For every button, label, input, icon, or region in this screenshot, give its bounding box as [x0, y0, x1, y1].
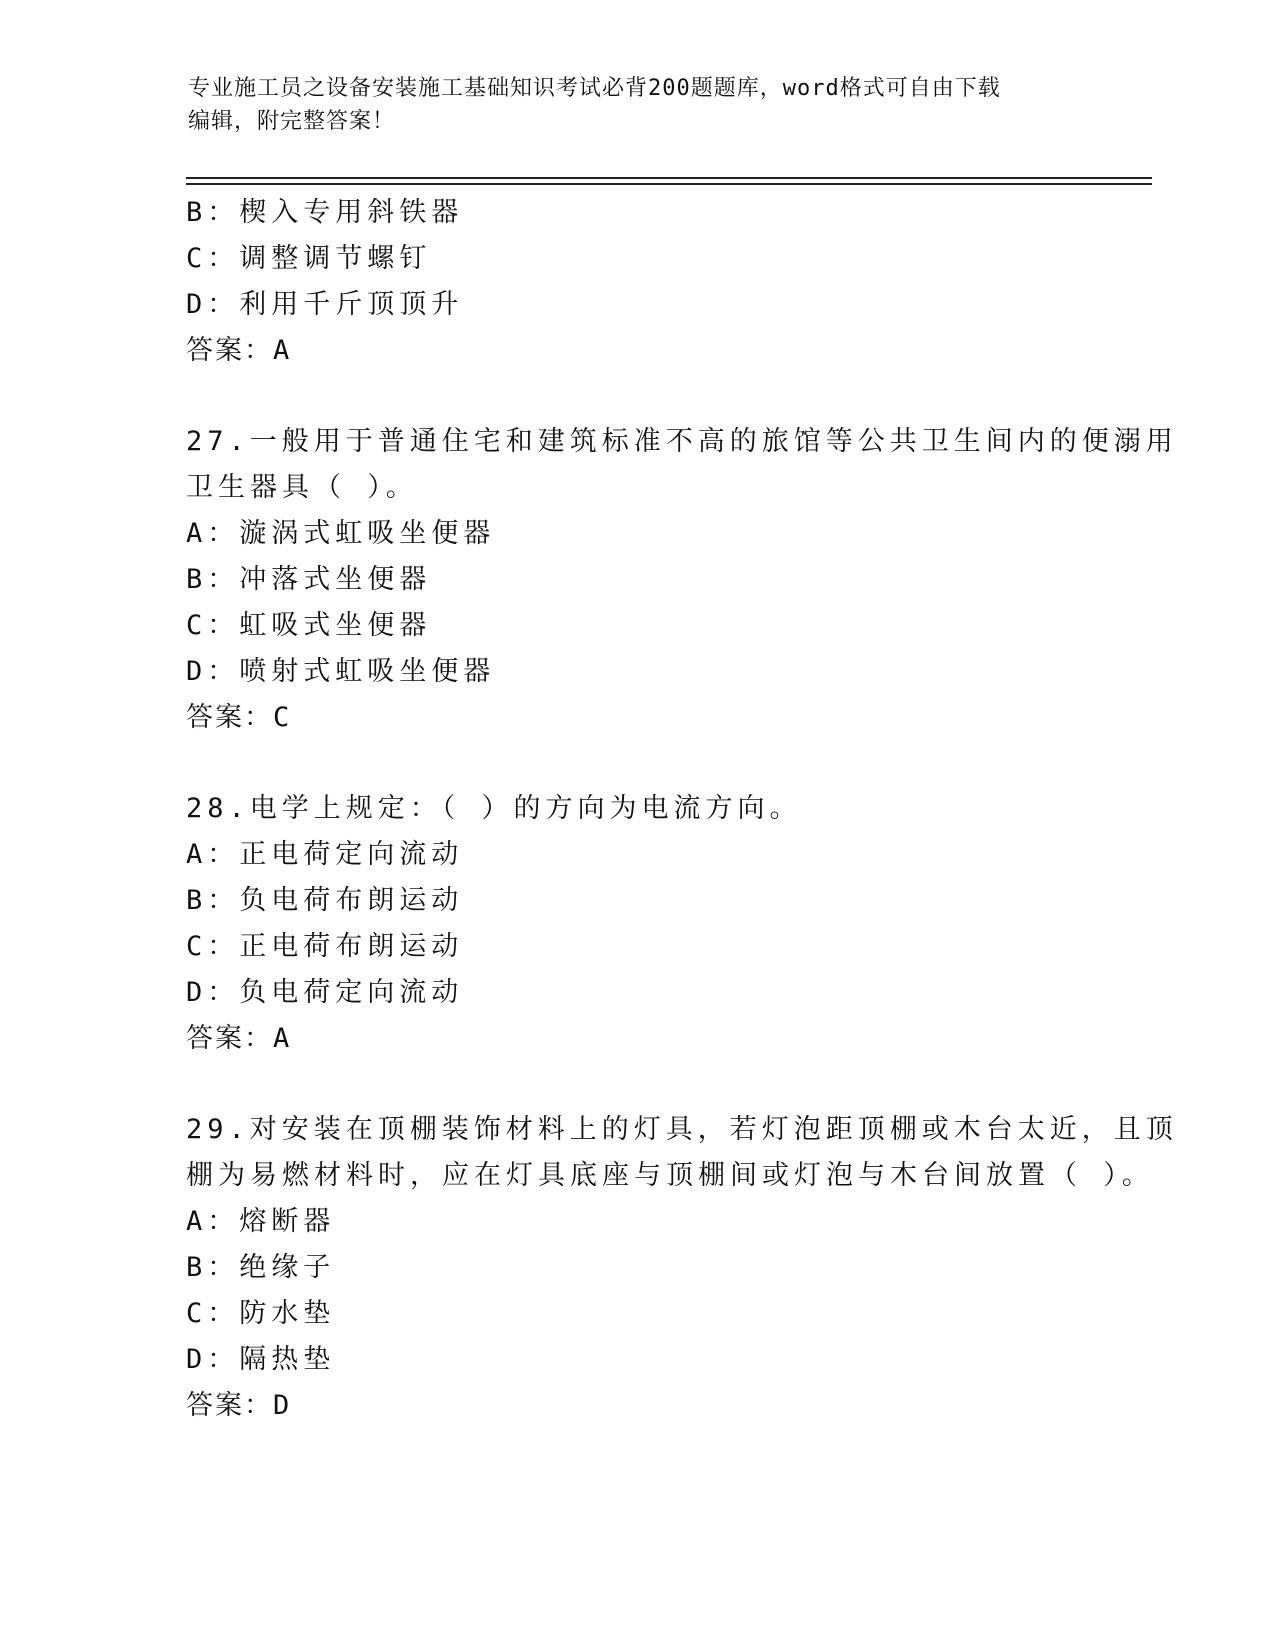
header-line-1: 专业施工员之设备安装施工基础知识考试必背200题题库，word格式可自由下载	[188, 76, 1001, 101]
option-c: C：防水垫	[186, 1298, 336, 1329]
option-d: D：喷射式虹吸坐便器	[186, 656, 496, 687]
option-b: B：冲落式坐便器	[186, 564, 432, 595]
question-27	[186, 419, 1178, 741]
option-d: D：利用千斤顶顶升	[186, 289, 464, 320]
prev-question	[186, 190, 1086, 374]
option-a: A：漩涡式虹吸坐便器	[186, 518, 496, 549]
header-divider-top	[186, 177, 1152, 179]
answer: 答案：A	[186, 335, 292, 366]
answer: 答案：A	[186, 1023, 292, 1054]
question-29	[186, 1107, 1178, 1429]
option-b: B：负电荷布朗运动	[186, 885, 464, 916]
option-a: A：正电荷定向流动	[186, 839, 464, 870]
question-stem-line: 棚为易燃材料时，应在灯具底座与顶棚间或灯泡与木台间放置（ ）。	[186, 1160, 1154, 1191]
option-c: C：调整调节螺钉	[186, 243, 432, 274]
option-c: C：虹吸式坐便器	[186, 610, 432, 641]
question-stem-line: 29.对安装在顶棚装饰材料上的灯具，若灯泡距顶棚或木台太近，且顶	[186, 1114, 1178, 1145]
question-list	[186, 190, 1178, 1429]
option-d: D：负电荷定向流动	[186, 977, 464, 1008]
option-b: B：绝缘子	[186, 1252, 336, 1283]
document-header	[188, 72, 1068, 138]
question-stem-line: 28.电学上规定：（ ）的方向为电流方向。	[186, 793, 802, 824]
answer: 答案：C	[186, 702, 292, 733]
option-a: A：熔断器	[186, 1206, 336, 1237]
question-28	[186, 786, 1086, 1062]
header-divider-bottom	[186, 183, 1152, 185]
option-c: C：正电荷布朗运动	[186, 931, 464, 962]
answer: 答案：D	[186, 1390, 292, 1421]
question-stem-line: 27.一般用于普通住宅和建筑标准不高的旅馆等公共卫生间内的便溺用	[186, 426, 1178, 457]
option-d: D：隔热垫	[186, 1344, 336, 1375]
header-line-2: 编辑，附完整答案！	[188, 109, 396, 134]
question-stem-line: 卫生器具（ ）。	[186, 472, 418, 503]
option-b: B：楔入专用斜铁器	[186, 197, 464, 228]
